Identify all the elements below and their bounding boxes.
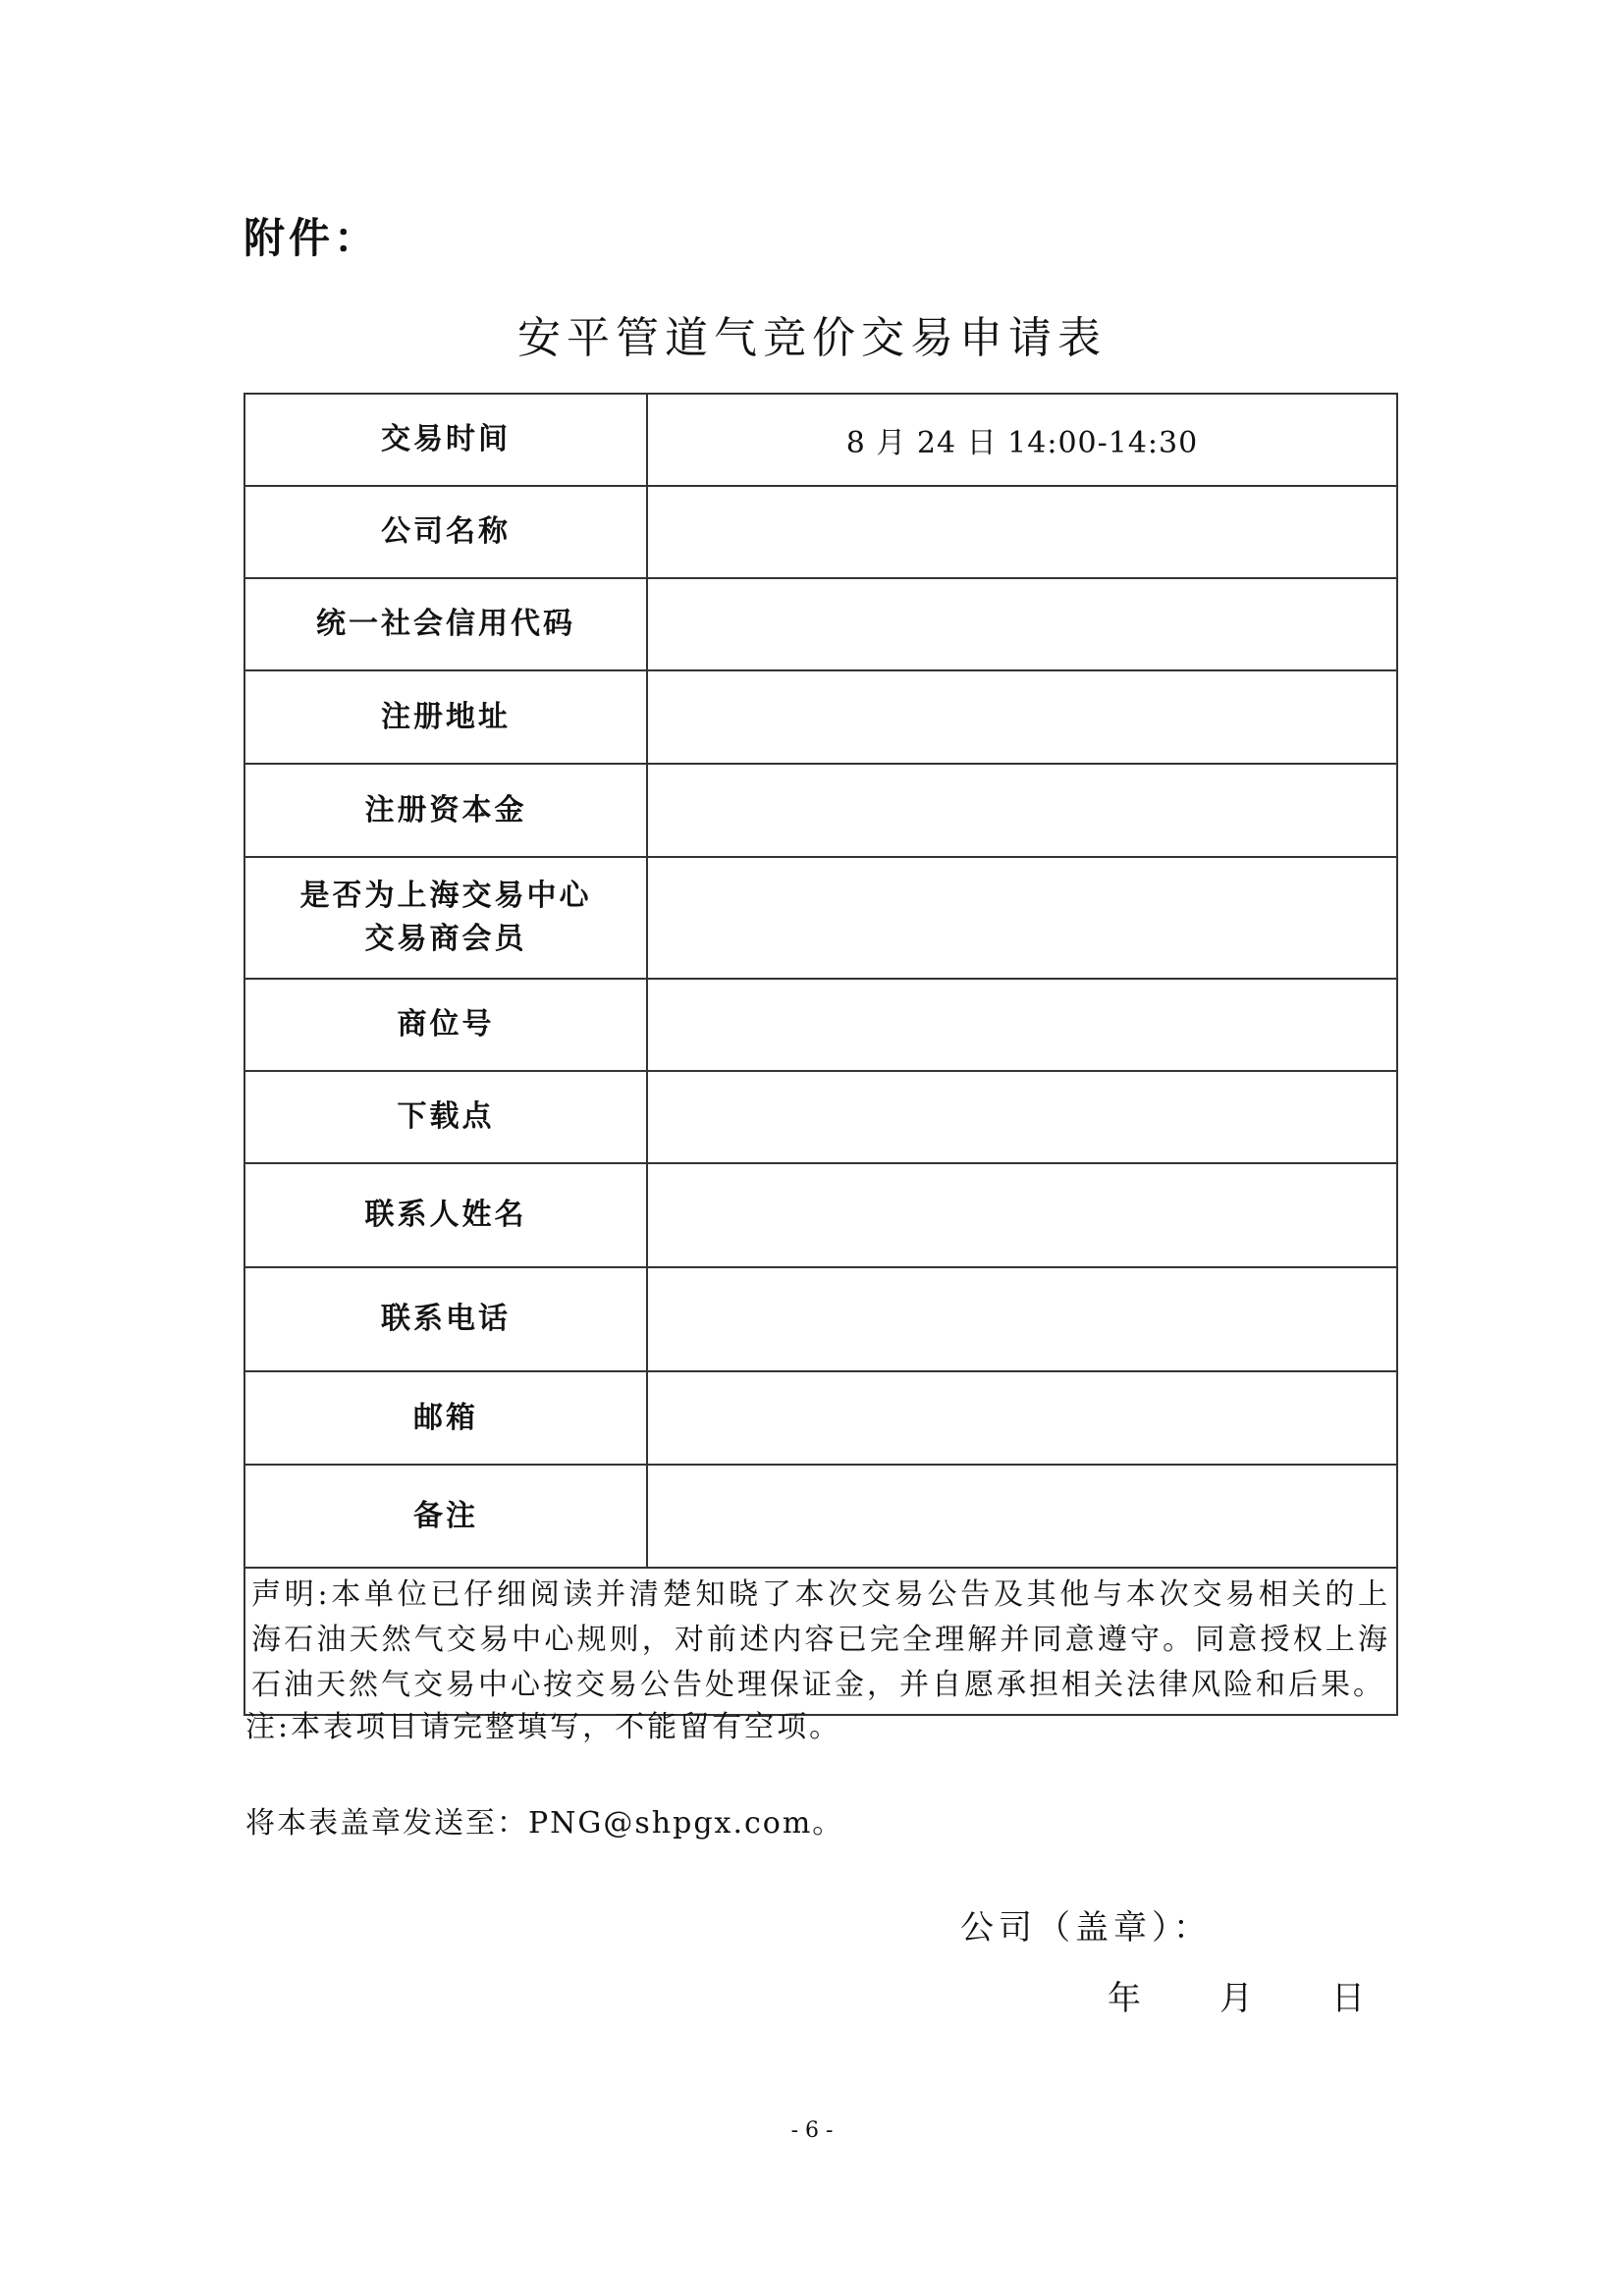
label-member-status-line2: 交易商会员 — [364, 922, 527, 956]
label-email: 邮箱 — [244, 1371, 647, 1465]
registered-capital-field[interactable] — [647, 764, 1397, 857]
member-status-field[interactable] — [647, 857, 1397, 979]
label-trade-time: 交易时间 — [244, 394, 647, 486]
booth-number-field[interactable] — [647, 979, 1397, 1071]
form-row-contact-phone — [244, 1267, 1397, 1371]
label-registered-address: 注册地址 — [244, 670, 647, 764]
registered-address-field[interactable] — [647, 670, 1397, 764]
form-row-member-status — [244, 857, 1397, 979]
form-row-company-name — [244, 486, 1397, 578]
email-field[interactable] — [647, 1371, 1397, 1465]
download-point-field[interactable] — [647, 1071, 1397, 1163]
label-member-status-line1: 是否为上海交易中心 — [299, 879, 592, 913]
company-seal-label: 公司（盖章）： — [960, 1908, 1212, 1948]
label-credit-code: 统一社会信用代码 — [244, 578, 647, 670]
date-month-label: 月 — [1219, 1979, 1253, 2018]
form-row-download-point — [244, 1071, 1397, 1163]
form-row-trade-time — [244, 394, 1397, 486]
credit-code-field[interactable] — [647, 578, 1397, 670]
contact-name-field[interactable] — [647, 1163, 1397, 1267]
label-registered-capital: 注册资本金 — [244, 764, 647, 857]
form-row-email — [244, 1371, 1397, 1465]
send-instruction: 将本表盖章发送至：PNG@shpgx.com。 — [245, 1806, 844, 1841]
form-row-contact-name — [244, 1163, 1397, 1267]
label-company-name: 公司名称 — [244, 486, 647, 578]
label-download-point: 下载点 — [244, 1071, 647, 1163]
form-row-remarks — [244, 1465, 1397, 1568]
form-row-credit-code — [244, 578, 1397, 670]
label-booth-number: 商位号 — [244, 979, 647, 1071]
form-title: 安平管道气竞价交易申请表 — [517, 313, 1107, 363]
application-form-table — [244, 393, 1398, 1716]
value-trade-time: 8 月 24 日 14:00-14:30 — [647, 394, 1397, 486]
fill-note: 注:本表项目请完整填写，不能留有空项。 — [245, 1710, 842, 1744]
date-line — [1108, 1971, 1365, 2019]
date-day-label: 日 — [1331, 1979, 1365, 2018]
form-row-registered-capital — [244, 764, 1397, 857]
attachment-label: 附件： — [244, 214, 380, 262]
date-year-label: 年 — [1108, 1979, 1141, 2018]
page-number: - 6 - — [790, 2118, 834, 2143]
label-remarks: 备注 — [244, 1465, 647, 1568]
declaration-statement: 声明:本单位已仔细阅读并清楚知晓了本次交易公告及其他与本次交易相关的上海石油天然气交易中心规则，对前述内容已完全理解并同意遵守。同意授权上海石油天然气交易中心按交易公告处理保证金，并自愿承担相关法律风险和后果。 — [244, 1568, 1397, 1715]
form-row-registered-address — [244, 670, 1397, 764]
form-row-statement — [244, 1568, 1397, 1715]
contact-phone-field[interactable] — [647, 1267, 1397, 1371]
label-member-status — [244, 857, 647, 979]
label-contact-phone: 联系电话 — [244, 1267, 647, 1371]
label-contact-name: 联系人姓名 — [244, 1163, 647, 1267]
remarks-field[interactable] — [647, 1465, 1397, 1568]
company-name-field[interactable] — [647, 486, 1397, 578]
form-row-booth-number — [244, 979, 1397, 1071]
